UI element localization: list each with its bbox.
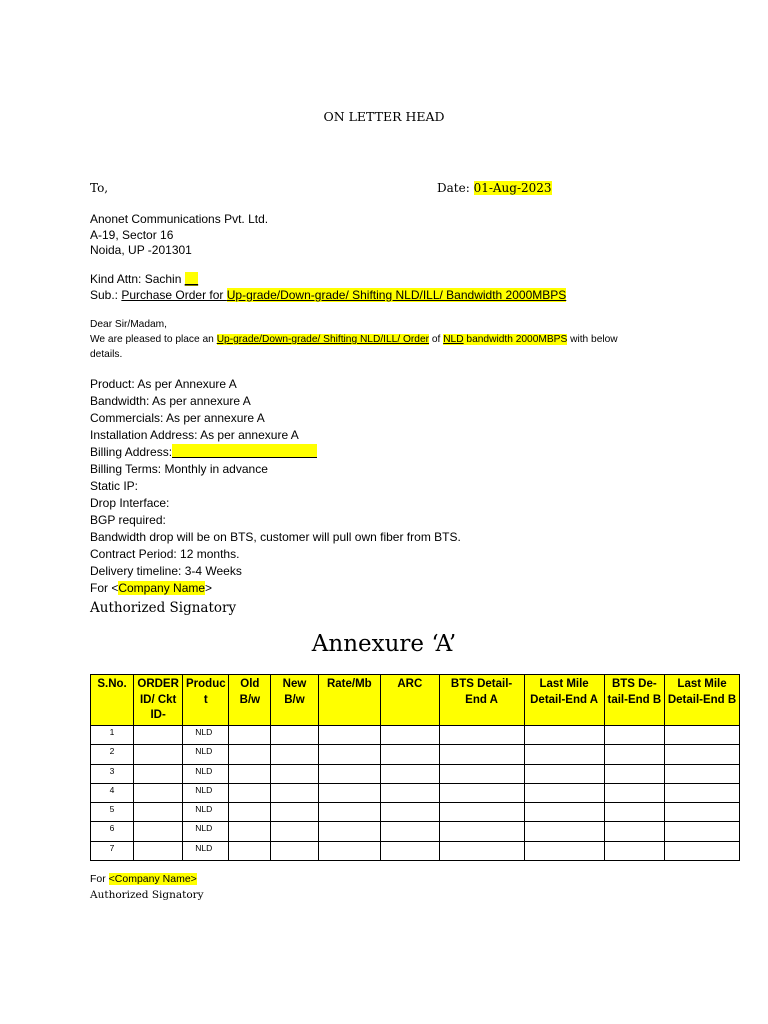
detail-static-ip: Static IP:	[90, 479, 139, 493]
table-row	[91, 822, 740, 841]
product-cell: NLD	[183, 745, 229, 764]
empty-cell	[318, 841, 381, 860]
subject-plain: Purchase Order for	[121, 287, 227, 302]
empty-cell	[134, 822, 183, 841]
table-header-cell: BTS Detail- End A	[439, 675, 524, 726]
body-highlight-order: Up-grade/Down-grade/ Shifting NLD/ILL/ Order	[216, 334, 430, 345]
empty-cell	[229, 745, 271, 764]
date-value: 01-Aug-2023	[473, 181, 552, 195]
empty-cell	[439, 764, 524, 783]
empty-cell	[604, 803, 664, 822]
table-header-cell: BTS De- tail-End B	[604, 675, 664, 726]
table-header-cell: Last Mile Detail-End B	[665, 675, 740, 726]
empty-cell	[271, 745, 318, 764]
empty-cell	[665, 783, 740, 802]
date-line	[437, 181, 552, 195]
product-cell: NLD	[183, 764, 229, 783]
empty-cell	[318, 745, 381, 764]
attention-block	[90, 272, 566, 303]
table-row	[91, 764, 740, 783]
empty-cell	[229, 764, 271, 783]
empty-cell	[229, 822, 271, 841]
subject-highlight: Up-grade/Down-grade/ Shifting NLD/ILL/ Bandwidth 2000MBPS	[226, 287, 567, 302]
empty-cell	[134, 803, 183, 822]
order-details	[90, 376, 461, 597]
table-header-row	[91, 675, 740, 726]
empty-cell	[604, 841, 664, 860]
sno-cell: 1	[91, 726, 134, 745]
subject-label: Sub.:	[90, 287, 122, 302]
empty-cell	[271, 841, 318, 860]
body-line-2: details.	[90, 349, 123, 360]
table-header-cell: Rate/Mb	[318, 675, 381, 726]
recipient-address	[90, 212, 268, 259]
billing-address-label: Billing Address:	[90, 445, 173, 459]
empty-cell	[439, 745, 524, 764]
empty-cell	[381, 803, 439, 822]
billing-address-blank	[172, 444, 317, 458]
table-header-cell: Last Mile Detail-End A	[524, 675, 604, 726]
company-name-placeholder: Company Name	[118, 581, 206, 595]
product-cell: NLD	[183, 822, 229, 841]
empty-cell	[271, 726, 318, 745]
empty-cell	[524, 783, 604, 802]
table-header-cell: Old B/w	[229, 675, 271, 726]
empty-cell	[604, 745, 664, 764]
empty-cell	[318, 764, 381, 783]
kind-attn	[90, 272, 566, 288]
empty-cell	[665, 745, 740, 764]
empty-cell	[229, 726, 271, 745]
sno-cell: 2	[91, 745, 134, 764]
empty-cell	[439, 803, 524, 822]
detail-bgp: BGP required:	[90, 513, 166, 527]
empty-cell	[439, 726, 524, 745]
kind-attn-label: Kind Attn: Sachin	[90, 272, 185, 286]
detail-for-company	[90, 580, 461, 597]
empty-cell	[318, 803, 381, 822]
table-header-cell: ARC	[381, 675, 439, 726]
subject-text	[121, 288, 566, 302]
empty-cell	[381, 841, 439, 860]
authorized-signatory: Authorized Signatory	[90, 600, 237, 616]
empty-cell	[665, 803, 740, 822]
detail-drop-interface: Drop Interface:	[90, 496, 170, 510]
empty-cell	[381, 764, 439, 783]
body-highlight-nld: NLD	[443, 334, 464, 345]
empty-cell	[229, 841, 271, 860]
table-header-cell: Produc t	[183, 675, 229, 726]
empty-cell	[524, 841, 604, 860]
sno-cell: 6	[91, 822, 134, 841]
body-text-b: of	[429, 334, 444, 345]
empty-cell	[229, 783, 271, 802]
body-text-a: We are pleased to place an	[90, 334, 217, 345]
table-header-cell: New B/w	[271, 675, 318, 726]
empty-cell	[229, 803, 271, 822]
sno-cell: 4	[91, 783, 134, 802]
empty-cell	[604, 783, 664, 802]
footer-signatory: Authorized Signatory	[90, 889, 204, 901]
address-line-2: Noida, UP -201301	[90, 243, 192, 257]
empty-cell	[665, 726, 740, 745]
body-text-c: with below	[567, 334, 618, 345]
empty-cell	[524, 726, 604, 745]
empty-cell	[134, 783, 183, 802]
empty-cell	[318, 726, 381, 745]
empty-cell	[271, 783, 318, 802]
footer-for-company	[90, 873, 197, 885]
footer-for-label: For	[90, 873, 109, 885]
empty-cell	[134, 764, 183, 783]
empty-cell	[604, 726, 664, 745]
letterhead-title: ON LETTER HEAD	[323, 109, 445, 124]
empty-cell	[271, 803, 318, 822]
body-highlight-bandwidth: bandwidth 2000MBPS	[463, 334, 568, 345]
detail-product: Product: As per Annexure A	[90, 377, 237, 391]
subject-line	[90, 288, 566, 304]
detail-billing-terms: Billing Terms: Monthly in advance	[90, 462, 268, 476]
detail-delivery: Delivery timeline: 3-4 Weeks	[90, 564, 242, 578]
empty-cell	[524, 745, 604, 764]
product-cell: NLD	[183, 726, 229, 745]
empty-cell	[439, 783, 524, 802]
empty-cell	[524, 822, 604, 841]
detail-bandwidth-drop: Bandwidth drop will be on BTS, customer will pull own fiber from BTS.	[90, 530, 461, 544]
table-header-cell: ORDER ID/ Ckt ID-	[134, 675, 183, 726]
empty-cell	[381, 783, 439, 802]
address-line-1: A-19, Sector 16	[90, 227, 174, 242]
empty-cell	[381, 745, 439, 764]
product-cell: NLD	[183, 841, 229, 860]
sno-cell: 5	[91, 803, 134, 822]
annexure-table	[90, 674, 740, 861]
annexure-title: Annexure ‘A’	[311, 631, 457, 657]
dear-line: Dear Sir/Madam,	[90, 319, 167, 330]
table-row	[91, 726, 740, 745]
empty-cell	[439, 841, 524, 860]
detail-commercials: Commercials: As per annexure A	[90, 411, 265, 425]
product-cell: NLD	[183, 803, 229, 822]
empty-cell	[381, 726, 439, 745]
detail-installation: Installation Address: As per annexure A	[90, 428, 299, 442]
kind-attn-blank: __	[184, 272, 199, 286]
for-close: >	[205, 581, 213, 595]
sno-cell: 7	[91, 841, 134, 860]
date-label: Date:	[437, 181, 474, 195]
empty-cell	[134, 726, 183, 745]
table-row	[91, 803, 740, 822]
table-row	[91, 783, 740, 802]
empty-cell	[604, 822, 664, 841]
body-line-1	[90, 332, 618, 347]
for-label: For <	[90, 581, 119, 595]
product-cell: NLD	[183, 783, 229, 802]
sno-cell: 3	[91, 764, 134, 783]
empty-cell	[665, 764, 740, 783]
empty-cell	[665, 822, 740, 841]
salutation-to: To,	[90, 181, 109, 195]
empty-cell	[318, 783, 381, 802]
empty-cell	[665, 841, 740, 860]
table-body	[91, 726, 740, 861]
empty-cell	[134, 745, 183, 764]
letter-body	[90, 317, 618, 362]
empty-cell	[381, 822, 439, 841]
recipient-company: Anonet Communications Pvt. Ltd.	[90, 212, 269, 226]
table-header-cell: S.No.	[91, 675, 134, 726]
empty-cell	[524, 803, 604, 822]
empty-cell	[271, 764, 318, 783]
empty-cell	[524, 764, 604, 783]
empty-cell	[271, 822, 318, 841]
table-row	[91, 841, 740, 860]
empty-cell	[604, 764, 664, 783]
detail-billing-address	[90, 444, 461, 461]
footer-company-name: <Company Name>	[108, 873, 197, 885]
empty-cell	[134, 841, 183, 860]
empty-cell	[318, 822, 381, 841]
detail-bandwidth: Bandwidth: As per annexure A	[90, 394, 251, 408]
empty-cell	[439, 822, 524, 841]
detail-contract: Contract Period: 12 months.	[90, 547, 240, 561]
table-row	[91, 745, 740, 764]
